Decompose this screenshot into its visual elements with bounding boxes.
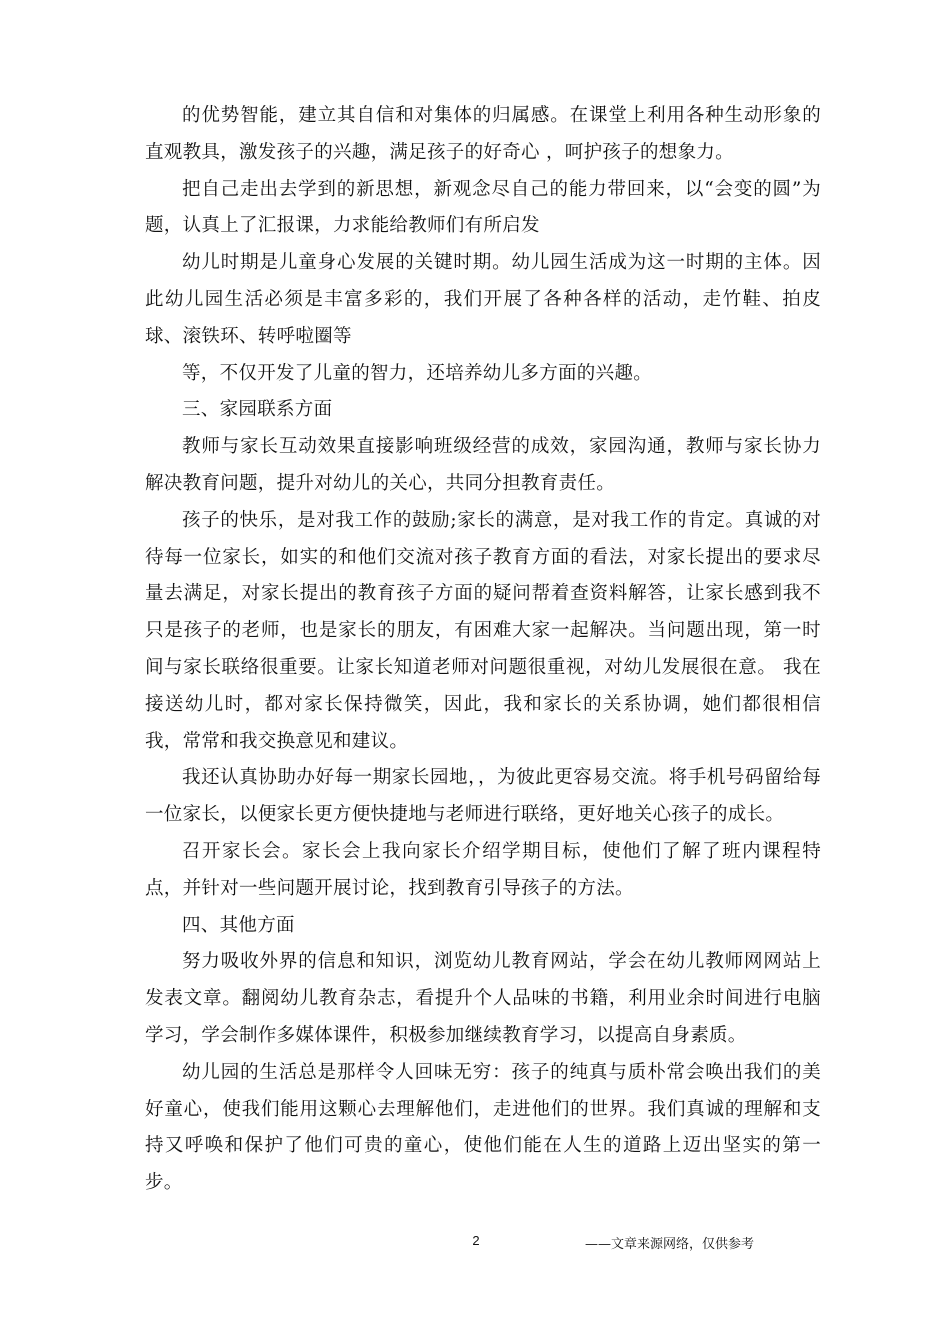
paragraph-parent-interaction: 教师与家长互动效果直接影响班级经营的成效，家园沟通，教师与家长协力解决教育问题，提升对幼儿的关心，共同分担教育责任。 xyxy=(145,436,821,494)
paragraph-interests: 等，不仅开发了儿童的智力，还培养幼儿多方面的兴趣。 xyxy=(182,362,653,384)
paragraph-parent-meeting: 召开家长会。家长会上我向家长介绍学期目标，使他们了解了班内课程特点，并针对一些问题开展讨论，找到教育引导孩子的方法。 xyxy=(145,840,821,899)
paragraph-parent-trust: 孩子的快乐，是对我工作的鼓励;家长的满意，是对我工作的肯定。真诚的对待每一位家长，如实的和他们交流对孩子教育方面的看法，对家长提出的要求尽量去满足，对家长提出的教育孩子方面的疑问帮着查资料解答，让家长感到我不只是孩子的老师，也是家长的朋友，有困难大家一起解决。当问题出现，第一时间与家长联络很重要。让家长知道老师对问题很重视，对幼儿发展很在意。 我在接送幼儿时，都对家长保持微笑，因此，我和家长的关系协调，她们都很相信我，常常和我交换意见和建议。 xyxy=(145,509,821,752)
document-body xyxy=(145,98,821,1202)
paragraph-parent-garden: 我还认真协助办好每一期家长园地，，为彼此更容易交流。将手机号码留给每一位家长，以便家长更方便快捷地与老师进行联络，更好地关心孩子的成长。 xyxy=(145,767,821,826)
paragraph-self-improvement: 努力吸收外界的信息和知识，浏览幼儿教育网站，学会在幼儿教师网网站上发表文章。翻阅幼儿教育杂志，看提升个人品味的书籍，利用业余时间进行电脑学习，学会制作多媒体课件，积极参加继续教育学习，以提高自身素质。 xyxy=(145,951,821,1046)
page-number: 2 xyxy=(472,1233,480,1248)
section-heading-other: 四、其他方面 xyxy=(182,914,295,936)
section-heading-home-school: 三、家园联系方面 xyxy=(182,399,333,421)
paragraph-strengths: 的优势智能，建立其自信和对集体的归属感。在课堂上利用各种生动形象的直观教具，激发孩子的兴趣，满足孩子的好奇心 ，呵护孩子的想象力。 xyxy=(145,105,821,163)
paragraph-report-lesson: 把自己走出去学到的新思想，新观念尽自己的能力带回来，以“会变的圆”为题，认真上了汇报课，力求能给教师们有所启发 xyxy=(145,178,821,237)
source-disclaimer: ——文章来源网络，仅供参考 xyxy=(585,1237,755,1252)
paragraph-kindergarten-activities: 幼儿时期是儿童身心发展的关键时期。幼儿园生活成为这一时期的主体。因此幼儿园生活必须是丰富多彩的，我们开展了各种各样的活动，走竹鞋、拍皮球、滚铁环、转呼啦圈等 xyxy=(145,252,821,347)
paragraph-conclusion: 幼儿园的生活总是那样令人回味无穷：孩子的纯真与质朴常会唤出我们的美好童心，使我们能用这颗心去理解他们，走进他们的世界。我们真诚的理解和支持又呼唤和保护了他们可贵的童心，使他们能在人生的道路上迈出坚实的第一步。 xyxy=(145,1061,821,1194)
